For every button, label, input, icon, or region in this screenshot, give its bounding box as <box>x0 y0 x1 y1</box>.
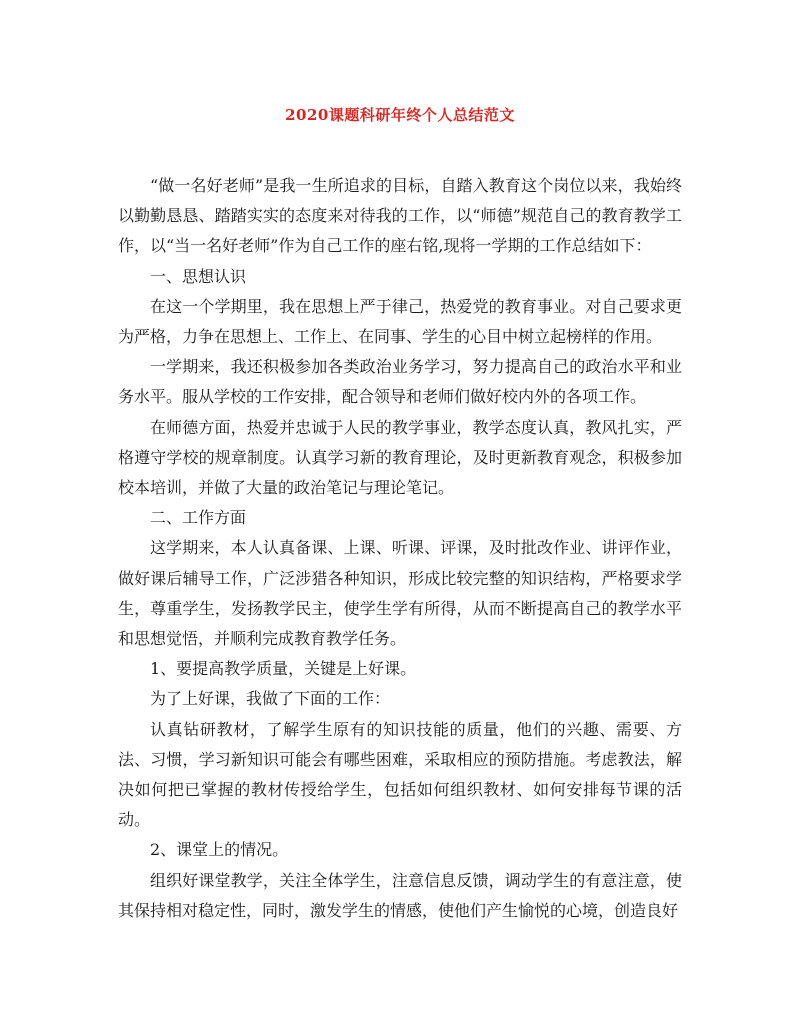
document-page <box>118 104 682 926</box>
paragraph-intro: “做一名好老师”是我一生所追求的目标，自踏入教育这个岗位以来，我始终以勤勤恳恳、踏踏实实的态度来对待我的工作，以“师德”规范自己的教育教学工作，以“当一名好老师”作为自己工作的座右铭,现将一学期的工作总结如下： <box>118 176 682 256</box>
paragraph: 认真钻研教材，了解学生原有的知识技能的质量，他们的兴趣、需要、方法、习惯，学习新知识可能会有哪些困难，采取相应的预防措施。考虑教法，解决如何把已掌握的教材传授给学生，包括如何组织教材、如何安排每节课的活动。 <box>118 719 682 830</box>
paragraph: 在师德方面，热爱并忠诚于人民的教学事业，教学态度认真，教风扎实，严格遵守学校的规章制度。认真学习新的教育理论，及时更新教育观念，积极参加校本培训，并做了大量的政治笔记与理论笔记。 <box>118 417 682 498</box>
paragraph: 在这一个学期里，我在思想上严于律己，热爱党的教育事业。对自己要求更为严格，力争在思想上、工作上、在同事、学生的心目中树立起榜样的作用。 <box>118 296 682 347</box>
subheading-teaching-quality: 1、要提高教学质量，关键是上好课。 <box>150 659 417 679</box>
paragraph: 组织好课堂教学，关注全体学生，注意信息反馈，调动学生的有意注意，使其保持相对稳定性，同时，激发学生的情感，使他们产生愉悦的心境，创造良好 <box>118 870 682 920</box>
document-title: 2020课题科研年终个人总结范文 <box>285 106 515 124</box>
paragraph: 为了上好课，我做了下面的工作： <box>150 689 391 709</box>
section-heading-work: 二、工作方面 <box>150 508 247 528</box>
paragraph: 一学期来，我还积极参加各类政治业务学习，努力提高自己的政治水平和业务水平。服从学校的工作安排，配合领导和老师们做好校内外的各项工作。 <box>118 357 682 407</box>
section-heading-thinking: 一、思想认识 <box>150 266 247 286</box>
paragraph: 这学期来，本人认真备课、上课、听课、评课，及时批改作业、讲评作业，做好课后辅导工作，广泛涉猎各种知识，形成比较完整的知识结构，严格要求学生，尊重学生，发扬教学民主，使学生学有所得，从而不断提高自己的教学水平和思想觉悟，并顺利完成教育教学任务。 <box>118 538 682 649</box>
subheading-classroom: 2、课堂上的情况。 <box>150 840 289 860</box>
